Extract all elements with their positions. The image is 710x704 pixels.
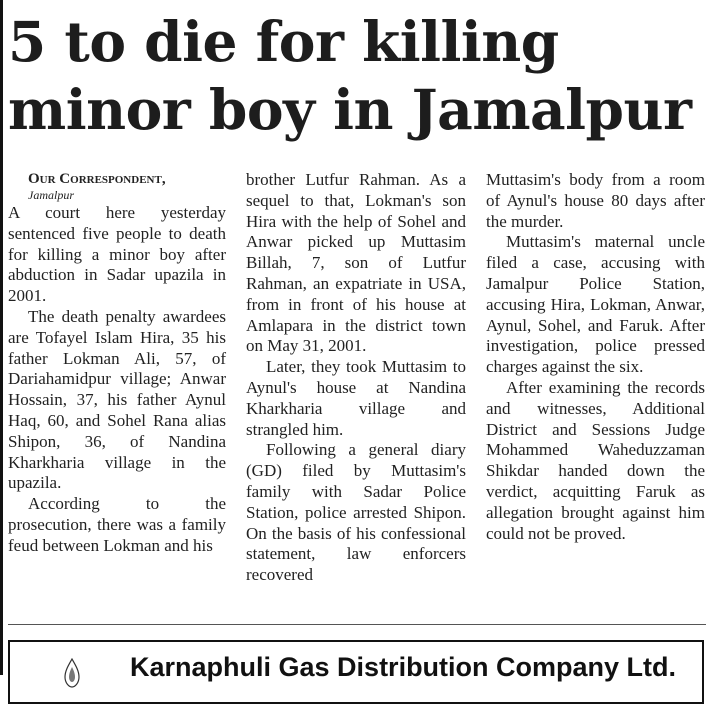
section-divider <box>8 624 706 625</box>
headline: 5 to die for killing minor boy in Jamalpur <box>8 9 692 142</box>
advertisement-company-name: Karnaphuli Gas Distribution Company Ltd. <box>130 652 677 682</box>
article-column-2 <box>246 170 466 586</box>
advertisement-box <box>8 640 704 704</box>
left-column-rule <box>0 0 3 675</box>
company-logo-icon <box>60 658 84 688</box>
paragraph-3-start: According to the prosecution, there was a family feud between Lokman and his <box>8 494 226 555</box>
paragraph-5-continued: Muttasim's body from a room of Aynul's house 80 days after the murder. <box>486 170 705 231</box>
paragraph-1: A court here yesterday sentenced five people to death for killing a minor boy after abduction in Sadar upazila in 2001. <box>8 203 226 306</box>
dateline: Jamalpur <box>28 188 74 202</box>
article-column-1 <box>8 170 226 557</box>
paragraph-3-continued: brother Lutfur Rahman. As a sequel to that, Lokman's son Hira with the help of Sohel and Anwar picked up Muttasim Billah, 7, son of Lutfur Rahman, an expatriate in USA, from in front of his house at Amlapara in the district town on May 31, 2001. <box>246 170 466 356</box>
paragraph-6: Muttasim's maternal uncle filed a case, accusing with Jamalpur Police Station, accusing Hira, Lokman, Anwar, Aynul, Sohel, and Faruk. After investigation, police pressed charges against the six. <box>486 232 705 377</box>
paragraph-5-start: Following a general diary (GD) filed by Muttasim's family with Sadar Police Station, police arrested Shipon. On the basis of his confessional statement, law enforcers recovered <box>246 440 466 585</box>
paragraph-2: The death penalty awardees are Tofayel Islam Hira, 35 his father Lokman Ali, 57, of Dariahamidpur village; Anwar Hossain, 37, his father Aynul Haq, 60, and Sohel Rana alias Shipon, 36, of Nandina Kharkharia village in the upazila. <box>8 306 226 493</box>
paragraph-4: Later, they took Muttasim to Aynul's house at Nandina Kharkharia village and strangled him. <box>246 357 466 439</box>
byline: Our Correspondent, <box>28 171 166 187</box>
article-column-3 <box>486 170 705 544</box>
paragraph-7: After examining the records and witnesses, Additional District and Sessions Judge Mohammed Waheduzzaman Shikdar handed down the verdict, acquitting Faruk as allegation brought against him could not be proved. <box>486 377 705 543</box>
